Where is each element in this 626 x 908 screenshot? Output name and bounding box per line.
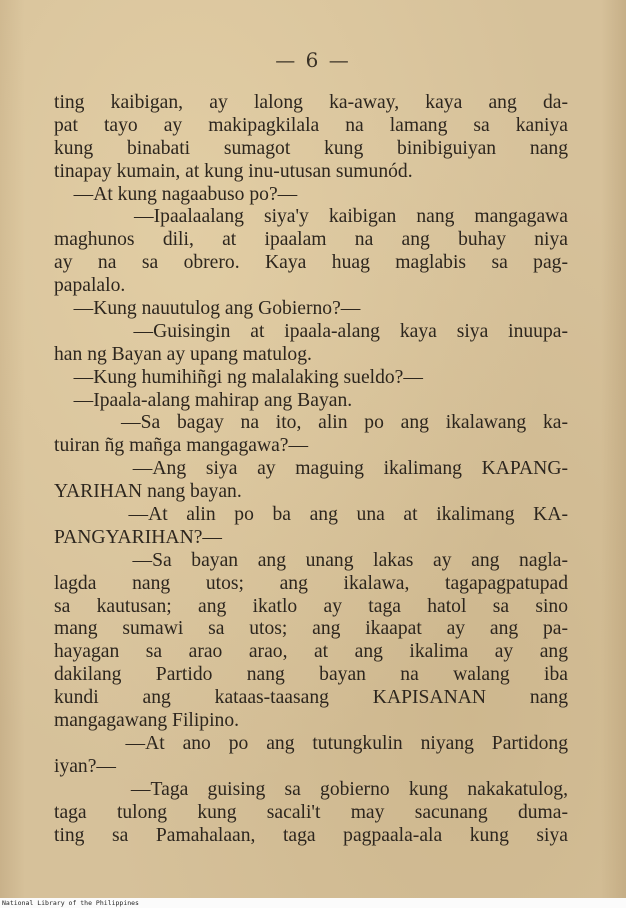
text-line: —Taga guising sa gobierno kung nakakatulog, <box>54 778 568 800</box>
text-line: sa kautusan; ang ikatlo ay taga hatol sa sino <box>54 595 568 617</box>
text-line: dakilang Partido nang bayan na walang iba <box>54 664 568 686</box>
text-line: tuiran ñg mañga mangagawa?— <box>54 435 309 457</box>
page-number: — 6 — <box>275 48 351 72</box>
text-line: —At ano po ang tutungkulin niyang Partidong <box>54 732 568 754</box>
text-line: —At alin po ba ang una at ikalimang KA- <box>54 504 568 526</box>
text-line: —Ang siya ay maguing ikalimang KAPANG- <box>54 458 568 480</box>
text-line: —At kung nagaabuso po?— <box>54 183 298 205</box>
text-line: mangagawang Filipino. <box>54 710 240 732</box>
text-line: kung binabati sumagot kung binibiguiyan nang <box>54 137 568 159</box>
text-line: —Kung humihiñgi ng malalaking sueldo?— <box>54 366 423 388</box>
text-line: —Ipaalaalang siya'y kaibigan nang mangagawa <box>54 206 568 228</box>
text-line: —Kung nauutulog ang Gobierno?— <box>54 298 361 320</box>
text-line: iyan?— <box>54 755 117 777</box>
text-line: hayagan sa arao arao, at ang ikalima ay ang <box>54 641 568 663</box>
text-line: kundi ang kataas-taasang KAPISANAN nang <box>54 687 568 709</box>
text-line: papalalo. <box>54 275 126 297</box>
text-line: tinapay kumain, at kung inu-utusan sumunód. <box>54 160 413 182</box>
text-line: ting sa Pamahalaan, taga pagpaala-ala kung siya <box>54 824 568 846</box>
text-line: maghunos dili, at ipaalam na ang buhay niya <box>54 229 568 251</box>
text-line: taga tulong kung sacali't may sacunang duma- <box>54 801 568 823</box>
text-line: han ng Bayan ay upang matulog. <box>54 343 312 365</box>
text-line: mang sumawi sa utos; ang ikaapat ay ang pa- <box>54 618 568 640</box>
text-line: ting kaibigan, ay lalong ka-away, kaya ang da- <box>54 92 568 113</box>
text-line: —Ipaala-alang mahirap ang Bayan. <box>54 389 353 411</box>
text-line: —Sa bagay na ito, alin po ang ikalawang ka- <box>54 412 568 434</box>
text-line: PANGYARIHAN?— <box>54 526 223 548</box>
body-text <box>54 92 568 847</box>
text-line: pat tayo ay makipagkilala na lamang sa kaniya <box>54 114 568 136</box>
text-line: —Guisingin at ipaala-alang kaya siya inuupa- <box>54 320 568 342</box>
text-line: lagda nang utos; ang ikalawa, tagapagpatupad <box>54 572 568 594</box>
text-line: ay na sa obrero. Kaya huag maglabis sa pag- <box>54 252 568 274</box>
library-credit: National Library of the Philippines <box>2 899 139 907</box>
text-line: —Sa bayan ang unang lakas ay ang nagla- <box>54 549 568 571</box>
text-line: YARIHAN nang bayan. <box>54 481 242 503</box>
